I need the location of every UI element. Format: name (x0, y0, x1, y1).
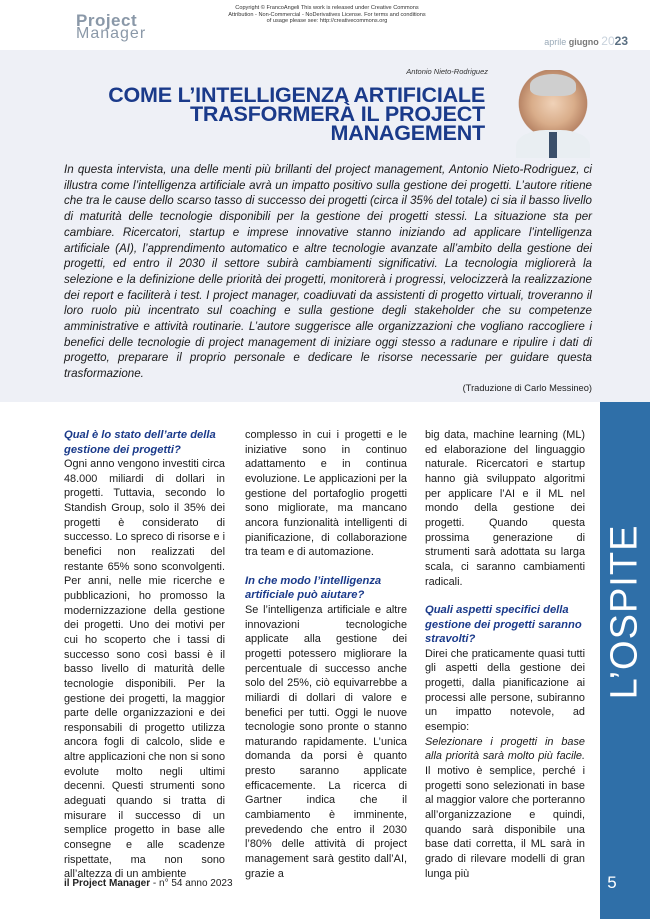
issue-date (544, 34, 628, 48)
question-heading-1: Qual è lo stato dell’arte della gestione dei progetti? (64, 429, 216, 456)
body-paragraph: complesso in cui i progetti e le iniziative sono in continuo adattamento e in continua evoluzione. Le applicazioni per la gestione del portafoglio progetti sono migliorate, ma mancano ancora funzionalità intelligenti di pianificazione, di collaborazione tra team e di automazione. (245, 429, 407, 559)
question-heading-3: Quali aspetti specifici della gestione dei progetti saranno stravolti? (425, 604, 582, 646)
footer-magazine: il Project Manager (64, 878, 151, 889)
body-paragraph: Direi che praticamente quasi tutti gli aspetti della gestione dei progetti, dalla pianificazione ai processi alle persone, subiranno un impatto notevole, ad esempio: (425, 647, 585, 733)
issue-month-pre: aprile (544, 37, 567, 47)
text-column-1 (64, 428, 225, 882)
author-photo (508, 70, 598, 158)
section-tab (600, 402, 650, 863)
footer-issue: - n° 54 anno 2023 (150, 878, 233, 889)
article-lead: In questa intervista, una delle menti più brillanti del project management, Antonio Nieto-Rodriguez, ci illustra come l’intelligenza artificiale avrà un impatto positivo sulla gestione dei progetti. L’autore ritiene che tra le cause dello scarso tasso di successo dei progetti (circa il 35% del totale) ci sia il basso livello di maturità delle tecnologie disponibili per la gestione dei progetti stessi. La situazione sta per cambiare. Ricercatori, startup e imprese innovative stanno iniziando ad applicare l’intelligenza artificiale (AI), l’apprendimento automatico e altre tecnologie avanzate all’ambito della gestione dei progetti, ed entro il 2030 il settore subirà cambiamenti significativi. La tecnologia migliorerà la selezione e la definizione delle priorità dei progetti, monitorerà i progressi, velocizzerà la realizzazione dei report e faciliterà i test. I project manager, coadiuvati da assistenti di progetto virtuali, troveranno il loro ruolo più incentrato sul coaching e sulla gestione degli stakeholder che su competenze amministrative e attività routinarie. L’autore suggerisce alle organizzazioni che vogliano raccogliere i benefici delle tecnologie di project management di iniziare oggi stesso a radunare e ripulire i dati di progetto, preparare il proprio personale e dedicare le risorse necessarie per guidare questa trasformazione. (64, 163, 592, 381)
issue-month-main: giugno (568, 37, 599, 47)
article-author: Antonio Nieto-Rodriguez (406, 67, 488, 76)
body-text: Il motivo è semplice, perché i progetti sono selezionati in base al maggior valore che porteranno all’organizzazione e quindi, quando sarà disponibile una base dati corretta, il ML sarà in grado di rilevare modelli di gran lunga più (425, 764, 585, 880)
page-header (0, 0, 650, 50)
question-heading-2: In che modo l’intelligenza artificiale può aiutare? (245, 574, 382, 602)
copyright-notice: Copyright © FrancoAngeli This work is released under Creative Commons Attribution - Non-Commercial - NoDerivatives License. For terms and conditions of usage please see: http://creativecommons.org (228, 5, 426, 25)
issue-year-pre: 20 (601, 34, 615, 48)
magazine-logo (76, 11, 147, 42)
body-paragraph (425, 735, 585, 882)
emphasis-text: Selezionare i progetti in base alla priorità sarà molto più facile. (425, 735, 585, 763)
logo-line2: Manager (76, 25, 147, 42)
text-column-2 (245, 428, 407, 881)
issue-year-main: 23 (614, 34, 628, 48)
body-paragraph: Ogni anno vengono investiti circa 48.000 miliardi di dollari in progetti. Tuttavia, secondo lo Standish Group, solo il 35% dei progetti è considerato di successo. Lo spreco di risorse e i benefici non realizzati del restante 65% sono sconvolgenti. Per anni, nelle mie ricerche e pubblicazioni, ho promosso la modernizzazione della gestione dei progetti. Uno dei motivi per cui ho scoperto che i tassi di successo sono così bassi è il basso livello di maturità delle tecnologie disponibili. Per la gestione dei progetti, la maggior parte delle organizzazioni e dei responsabili di progetto utilizza ancora fogli di calcolo, slide e altre applicazioni che non si sono evolute molto negli ultimi decenni. Questi strumenti sono adeguati quando si tratta di misurare il successo di un semplice progetto in base alle consegne e alle scadenze rispettate, ma non sono all’altezza di un ambiente (64, 458, 226, 881)
logo-line1: Project (76, 11, 138, 30)
article-title: COME L’INTELLIGENZA ARTIFICIALE TRASFORMERÀ IL PROJECT MANAGEMENT (108, 83, 485, 145)
translation-credit: (Traduzione di Carlo Messineo) (462, 383, 592, 393)
body-paragraph: big data, machine learning (ML) ed elaborazione del linguaggio naturale. Ricercatori e startup hanno già sviluppato algoritmi per applicare l’AI e il ML nel mondo della gestione dei progetti. Quando questa prossima generazione di strumenti sarà adottata su larga scala, ci saranno cambiamenti radicali. (425, 429, 585, 588)
body-paragraph: Se l’intelligenza artificiale e altre innovazioni tecnologiche applicate alla gestione dei progetti potessero migliorare la percentuale di successo anche solo del 25%, ciò equivarrebbe a miliardi di dollari di valore e benefici per tutti. Oggi le nuove tecnologie sono pronte o stanno maturando rapidamente. L’unica domanda da porsi è quanto presto saranno applicate efficacemente. La ricerca di Gartner indica che il cambiamento è imminente, prevedendo che entro il 2030 l’80% delle attività di project management sarà gestito dall’AI, grazie a (245, 603, 407, 880)
page-number-box (600, 863, 650, 919)
text-column-3 (425, 428, 585, 881)
section-tab-label: L’OSPITE (603, 524, 646, 700)
page-footer (64, 878, 233, 889)
page-number: 5 (607, 873, 617, 892)
